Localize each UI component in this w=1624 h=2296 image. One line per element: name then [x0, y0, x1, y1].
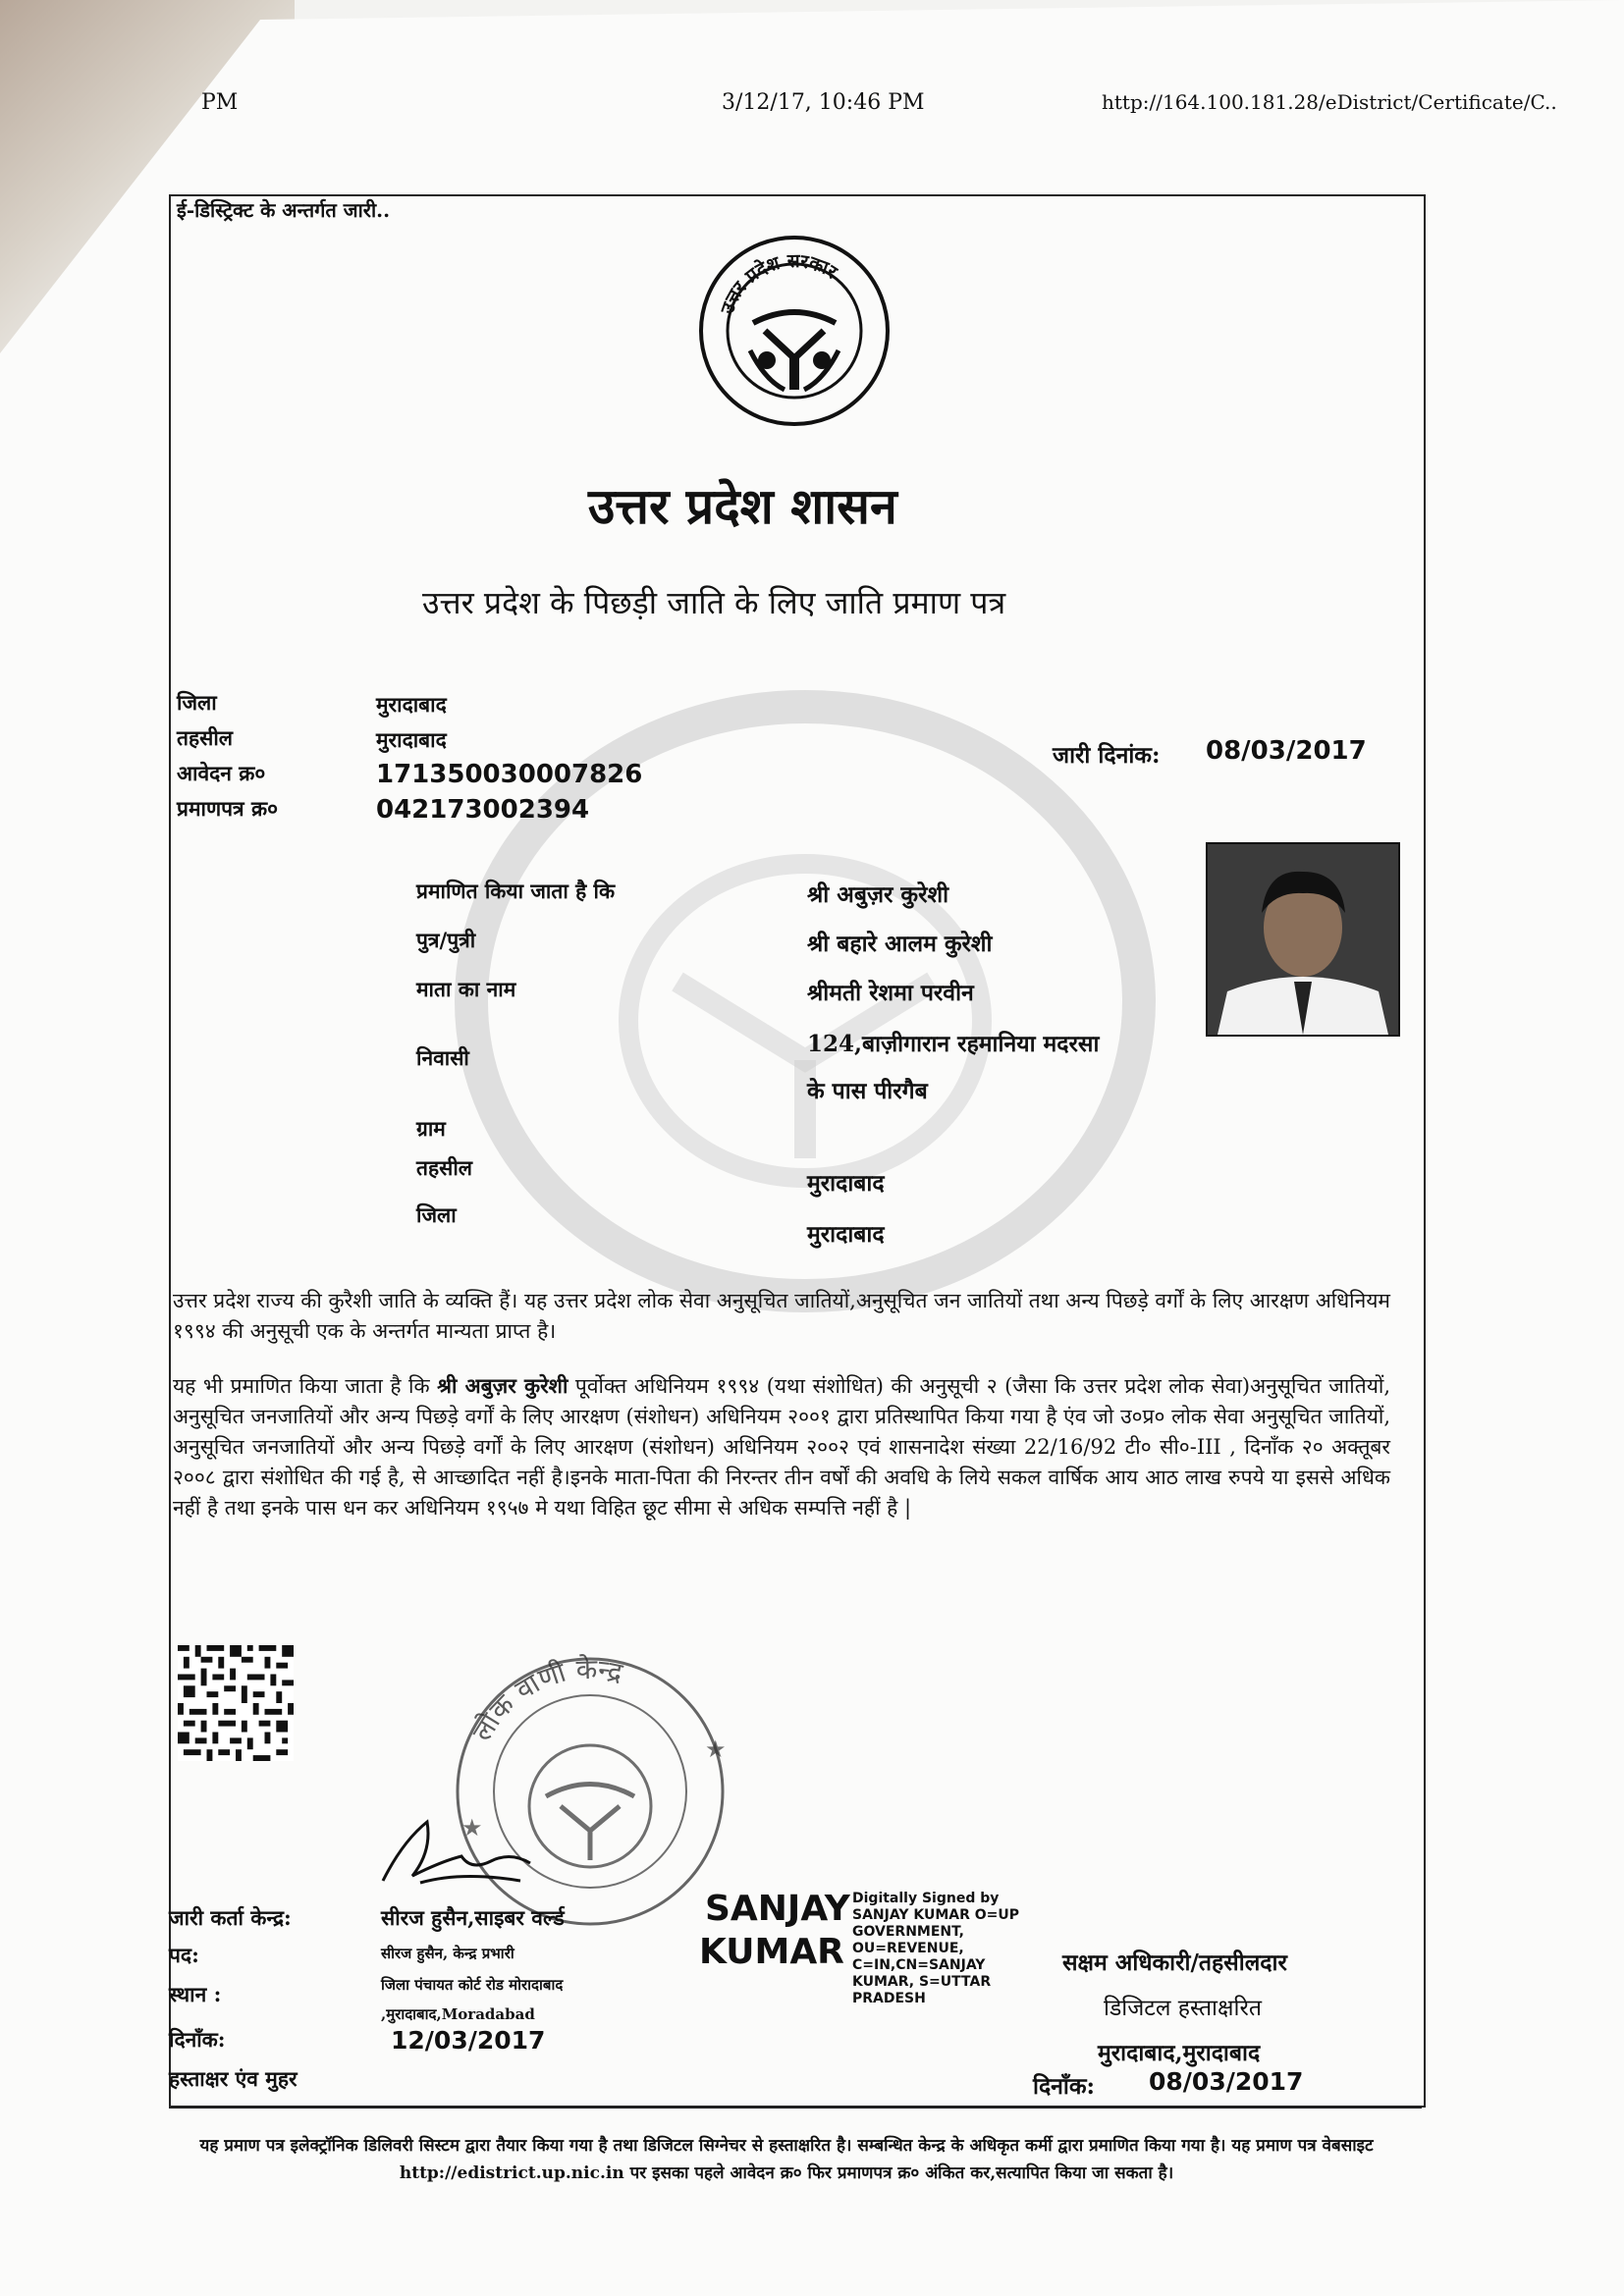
detail-label-resident: निवासी: [416, 1045, 469, 1070]
print-header-left: PM: [201, 90, 239, 115]
certificate-paragraph-1: उत्तर प्रदेश राज्य की कुरैशी जाति के व्यक्ति हैं। यह उत्तर प्रदेश लोक सेवा अनुसूचित जातियों,अनुसूचित जन जातियों तथा अन्य पिछड़े वर्गों के लिए आरक्षण अधिनियम १९९४ की अनुसूची एक के अन्तर्गत मान्यता प्राप्त है।: [173, 1289, 1390, 1343]
detail-value-address-2: के पास पीरगैब: [807, 1078, 928, 1104]
certificate-paragraph-2: [173, 1370, 1390, 1523]
ds-details: [852, 1891, 1019, 2007]
detail-value-address-1: 124,बाज़ीगारान रहमानिया मदरसा: [807, 1031, 1100, 1057]
authority-date-value: 08/03/2017: [1149, 2067, 1304, 2096]
field-value-certificate-no: 042173002394: [376, 795, 590, 825]
ds-line: KUMAR, S=UTTAR: [852, 1974, 992, 1990]
authority-title: सक्षम अधिकारी/तहसीलदार: [1062, 1949, 1287, 1976]
svg-text:लोक वाणी केन्द्र: [465, 1653, 626, 1747]
issuer-place-value-1: जिला पंचायत कोर्ट रोड मोरादाबाद: [381, 1976, 564, 1994]
issuer-center-label: जारी कर्ता केन्द्र:: [169, 1905, 292, 1930]
authority-digital-signed: डिजिटल हस्ताक्षरित: [1104, 1996, 1262, 2021]
handwritten-signature: [373, 1802, 560, 1900]
applicant-photo: [1206, 842, 1400, 1037]
issuer-post-label: पद:: [169, 1943, 199, 1967]
para2-body: पूर्वोक्त अधिनियम १९९४ (यथा संशोधित) की अनुसूची २ (जैसा कि उत्तर प्रदेश लोक सेवा)अनुसूचित जातियों, अनुसूचित जनजातियों और अन्य पिछड़े वर्गों के लिए आरक्षण (संशोधन) अधिनियम २००१ द्वारा प्रतिस्थापित किया गया है एंव जो उ०प्र० लोक सेवा अनुसूचित जातियों, अनुसूचित जनजातियों और अन्य पिछड़े वर्गों के लिए आरक्षण (संशोधन) अधिनियम २००२ एवं शासनादेश संख्या 22/16/92 टी० सी०-III , दिनाँक २० अक्तूबर २००८ द्वारा संशोधित की गई है, से आच्छादित नहीं है।इनके माता-पिता की निरन्तर तीन वर्षों की अवधि के लिये सकल वार्षिक आय आठ लाख रुपये या इससे अधिक नहीं है तथा इनके पास धन कर अधिनियम १९५७ मे यथा विहित छूट सीमा से अधिक सम्पत्ति नहीं है |: [173, 1374, 1390, 1520]
detail-label-certified: प्रमाणित किया जाता है कि: [416, 879, 616, 903]
issuer-sign-label: हस्ताक्षर एंव मुहर: [169, 2066, 298, 2091]
issuer-date-value: 12/03/2017: [391, 2026, 546, 2055]
issued-under-text: ई-डिस्ट्रिक्ट के अन्तर्गत जारी..: [177, 198, 391, 222]
issuer-center-value: सीरज हुसैन,साइबर वर्ल्ड: [381, 1905, 565, 1930]
ds-name-line-1: SANJAY: [705, 1889, 850, 1929]
print-header-datetime: 3/12/17, 10:46 PM: [722, 90, 925, 115]
up-govt-emblem-icon: [696, 233, 893, 429]
issue-date-value: 08/03/2017: [1206, 736, 1367, 766]
field-label-certificate-no: प्रमाणपत्र क्र०: [177, 796, 279, 821]
stamp-text: लोक वाणी केन्द्र: [465, 1652, 625, 1747]
issuer-place-value-2: ,मुरादाबाद,Moradabad: [381, 2005, 535, 2023]
authority-date-label: दिनाँक:: [1033, 2073, 1096, 2100]
svg-text:★: ★: [705, 1735, 727, 1763]
detail-label-mother: माता का नाम: [416, 977, 516, 1001]
ds-name-line-2: KUMAR: [699, 1932, 844, 1972]
detail-label-tehsil: तहसील: [416, 1155, 472, 1180]
issue-date-label: जारी दिनांक:: [1053, 742, 1161, 769]
detail-label-district: जिला: [416, 1202, 457, 1227]
government-title: उत्तर प्रदेश शासन: [588, 477, 897, 535]
issuer-post-value: सीरज हुसैन, केन्द्र प्रभारी: [381, 1945, 514, 1962]
ds-line: C=IN,CN=SANJAY: [852, 1957, 986, 1973]
field-value-district: मुरादाबाद: [376, 692, 447, 717]
authority-place: मुरादाबाद,मुरादाबाद: [1098, 2040, 1261, 2066]
ds-line: GOVERNMENT,: [852, 1924, 964, 1940]
issuer-place-label: स्थान :: [169, 1982, 222, 2006]
issuer-date-label: दिनाँक:: [169, 2027, 226, 2052]
ds-line: PRADESH: [852, 1991, 926, 2006]
field-label-application-no: आवेदन क्र०: [177, 761, 266, 785]
field-label-district: जिला: [177, 690, 217, 715]
detail-value-name: श्री अबुज़र कुरेशी: [807, 881, 949, 908]
field-value-application-no: 171350030007826: [376, 760, 643, 789]
footer-divider: [169, 2107, 1422, 2109]
ds-line: OU=REVENUE,: [852, 1941, 964, 1956]
ds-line: SANJAY KUMAR O=UP: [852, 1907, 1020, 1923]
detail-label-village: ग्राम: [416, 1116, 446, 1141]
svg-text:★: ★: [461, 1814, 483, 1842]
detail-value-tehsil: मुरादाबाद: [807, 1170, 885, 1197]
detail-label-son-of: पुत्र/पुत्री: [416, 928, 476, 952]
certificate-subtitle: उत्तर प्रदेश के पिछड़ी जाति के लिए जाति प्रमाण पत्र: [422, 584, 1006, 621]
para2-name: श्री अबुज़र कुरेशी: [437, 1373, 568, 1398]
field-label-tehsil: तहसील: [177, 725, 233, 750]
emblem-seal-text: उत्तर प्रदेश सरकार: [716, 249, 841, 317]
detail-value-mother: श्रीमती रेशमा परवीन: [807, 980, 974, 1006]
ds-line: Digitally Signed by: [852, 1891, 1000, 1906]
para2-prefix: यह भी प्रमाणित किया जाता है कि: [173, 1374, 438, 1398]
footer-note: यह प्रमाण पत्र इलेक्ट्रॉनिक डिलिवरी सिस्टम द्वारा तैयार किया गया है तथा डिजिटल सिग्नेचर से हस्ताक्षरित है। सम्बन्धित केन्द्र के अधिकृत कर्मी द्वारा प्रमाणित किया गया है। यह प्रमाण पत्र वेबसाइट http://edistrict.up.nic.in पर इसका पहले आवेदन क्र० फिर प्रमाणपत्र क्र० अंकित कर,सत्यापित किया जा सकता है।: [199, 2136, 1374, 2183]
field-value-tehsil: मुरादाबाद: [376, 727, 447, 752]
print-header-url: http://164.100.181.28/eDistrict/Certificate/C..: [1102, 90, 1557, 114]
detail-value-district: मुरादाबाद: [807, 1221, 885, 1248]
qr-code: [177, 1645, 295, 1761]
detail-value-father: श्री बहारे आलम कुरेशी: [807, 931, 993, 957]
